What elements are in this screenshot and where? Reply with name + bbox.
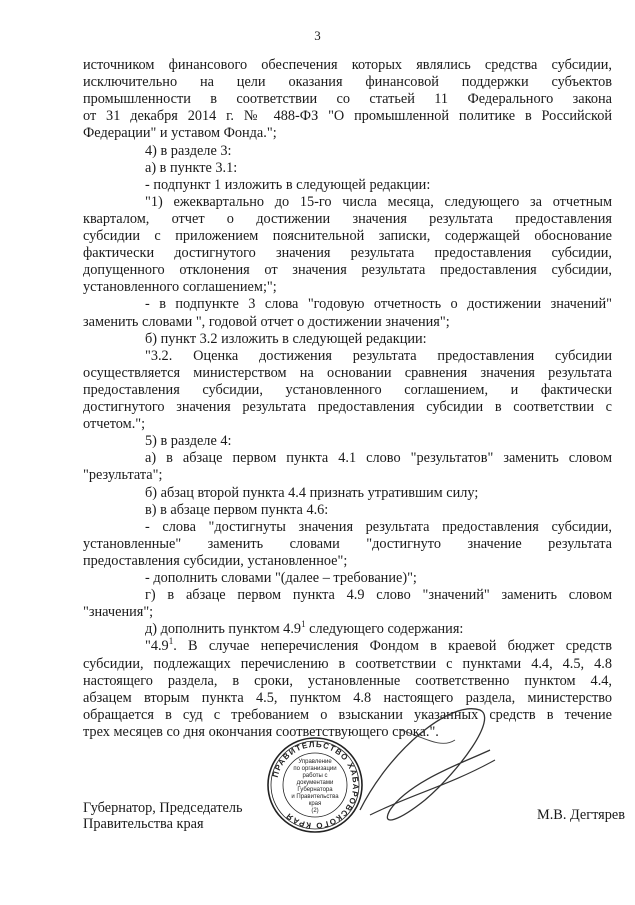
- line-text: настоящего раздела, в сроки, установленные соответственно пунктом 4.4,: [83, 672, 612, 689]
- line-text: "4.9: [145, 638, 169, 655]
- line-text: Федерации" и уставом Фонда.";: [83, 125, 277, 142]
- line-text: предоставления субсидии, установленного соглашением, и фактически: [83, 381, 612, 398]
- text-line: [83, 57, 612, 74]
- text-line: [83, 656, 612, 673]
- page-number: 3: [314, 28, 321, 43]
- stamp-center-line: Губернатора: [297, 787, 333, 793]
- stamp-ring-text: ПРАВИТЕЛЬСТВО ХАБАРОВСКОГО КРАЯ: [270, 739, 361, 831]
- line-text: "результата";: [83, 467, 163, 484]
- text-line: [83, 279, 277, 296]
- line-text: исключительно на цели оказания финансовой поддержки субъектов: [83, 74, 612, 91]
- text-line: [145, 160, 237, 177]
- line-text: г) в абзаце первом пункта 4.9 слово "значений" заменить словом: [145, 587, 612, 604]
- text-line: [83, 314, 450, 331]
- text-line: [83, 382, 612, 399]
- text-line: [83, 416, 145, 433]
- position-line-2: Правительства края: [83, 816, 204, 832]
- line-text: предоставления субсидии, установленное";: [83, 552, 348, 569]
- text-line: [145, 450, 612, 467]
- line-text: . В случае неперечисления Фондом в краевой бюджет средств: [173, 638, 612, 655]
- text-line: [145, 638, 612, 655]
- line-text: заменить словами ", годовой отчет о достижении значения";: [83, 313, 450, 330]
- stamp-center-line: края: [308, 801, 322, 807]
- line-text: субсидии, подлежащих перечислению в соответствии с пунктами 4.4, 4.5, 4.8: [83, 655, 612, 672]
- line-text: промышленности в соответствии со статьей 11 Федерального закона: [83, 91, 612, 108]
- line-text: установленного соглашением;";: [83, 279, 277, 296]
- text-line: [83, 262, 612, 279]
- text-line: [145, 621, 463, 638]
- superscript: 1: [301, 619, 306, 630]
- text-line: [83, 211, 612, 228]
- line-text: достигнутого значения результата предоставления субсидии в соответствии с: [83, 399, 612, 415]
- text-line: [83, 125, 277, 142]
- text-line: [145, 348, 612, 365]
- line-text: абзацем вторым пункта 4.5, пунктом 4.8 настоящего раздела, министерство: [83, 689, 612, 706]
- line-text: источником финансового обеспечения которых являлись средства субсидии,: [83, 57, 612, 73]
- text-line: [145, 570, 417, 587]
- line-text: д) дополнить пунктом 4.9: [145, 621, 302, 638]
- text-line: [83, 399, 612, 416]
- stamp-center-line: по организации: [293, 766, 337, 772]
- line-text: субсидии с приложением пояснительной записки, содержащей обоснование: [83, 228, 612, 244]
- text-line: [83, 673, 612, 690]
- line-text: от 31 декабря 2014 г. № 488-ФЗ "О промышленной политике в Российской: [83, 108, 612, 125]
- text-line: [83, 228, 612, 245]
- line-text: "1) ежеквартально до 15-го числа месяца, следующего за отчетным: [145, 193, 612, 210]
- line-text: а) в абзаце первом пункта 4.1 слово "результатов" заменить словом: [145, 450, 612, 467]
- text-line: [145, 194, 612, 211]
- position-line-1: Губернатор, Председатель: [83, 800, 243, 816]
- text-line: [83, 467, 162, 484]
- text-line: [145, 296, 612, 313]
- line-text: трех месяцев со дня окончания соответствующего срока.".: [83, 723, 439, 740]
- line-text: 4) в разделе 3:: [145, 142, 232, 159]
- line-text: 5) в разделе 4:: [145, 433, 232, 450]
- text-line: [145, 587, 612, 604]
- line-text: следующего содержания:: [305, 621, 464, 638]
- official-stamp: [266, 736, 364, 834]
- stamp-center-line: работы с документами: [296, 773, 334, 786]
- line-text: б) пункт 3.2 изложить в следующей редакции:: [145, 330, 427, 347]
- line-text: "значения";: [83, 604, 154, 621]
- text-line: [83, 553, 347, 570]
- text-line: [145, 519, 612, 536]
- line-text: б) абзац второй пункта 4.4 признать утратившим силу;: [145, 484, 479, 501]
- text-line: [145, 331, 427, 348]
- line-text: - дополнить словами "(далее – требование)";: [145, 570, 417, 586]
- signatory-position: [83, 800, 242, 832]
- text-line: [83, 245, 612, 262]
- text-line: [145, 502, 328, 519]
- text-line: [145, 177, 430, 194]
- line-text: "3.2. Оценка достижения результата предоставления субсидии: [145, 347, 612, 364]
- line-text: допущенного отклонения от значения результата предоставления субсидии,: [83, 262, 612, 279]
- text-line: [83, 536, 612, 553]
- line-text: отчетом.";: [83, 416, 146, 433]
- line-text: а) в пункте 3.1:: [145, 159, 238, 176]
- text-line: [145, 485, 478, 502]
- signatory-name: М.В. Дегтярев: [537, 807, 625, 823]
- line-text: осуществляется министерством на основании сравнения значения результата: [83, 364, 612, 381]
- text-line: [145, 433, 232, 450]
- line-text: обращается в суд с требованием о взыскании указанных средств в течение: [83, 706, 612, 723]
- stamp-center-line: Управление: [298, 759, 332, 765]
- line-text: кварталом, отчет о достижении значения результата предоставления: [83, 210, 612, 227]
- line-text: - слова "достигнуты значения результата предоставления субсидии,: [145, 518, 612, 535]
- text-line: [83, 108, 612, 125]
- stamp-center-text: [284, 759, 346, 815]
- line-text: установленные" заменить словами "достигнуто значение результата: [83, 535, 612, 552]
- line-text: - в подпункте 3 слова "годовую отчетность о достижении значений": [145, 296, 612, 313]
- superscript: 1: [168, 636, 174, 647]
- line-text: - подпункт 1 изложить в следующей редакции:: [145, 176, 431, 193]
- text-line: [83, 604, 153, 621]
- text-line: [83, 365, 612, 382]
- text-line: [83, 91, 612, 108]
- stamp-center-line: и Правительства: [291, 794, 339, 800]
- line-text: в) в абзаце первом пункта 4.6:: [145, 501, 329, 518]
- text-line: [145, 143, 232, 160]
- text-line: [83, 74, 612, 91]
- line-text: фактически достигнутого значения результата предоставления субсидии,: [83, 245, 612, 262]
- stamp-center-line: (2): [311, 808, 319, 814]
